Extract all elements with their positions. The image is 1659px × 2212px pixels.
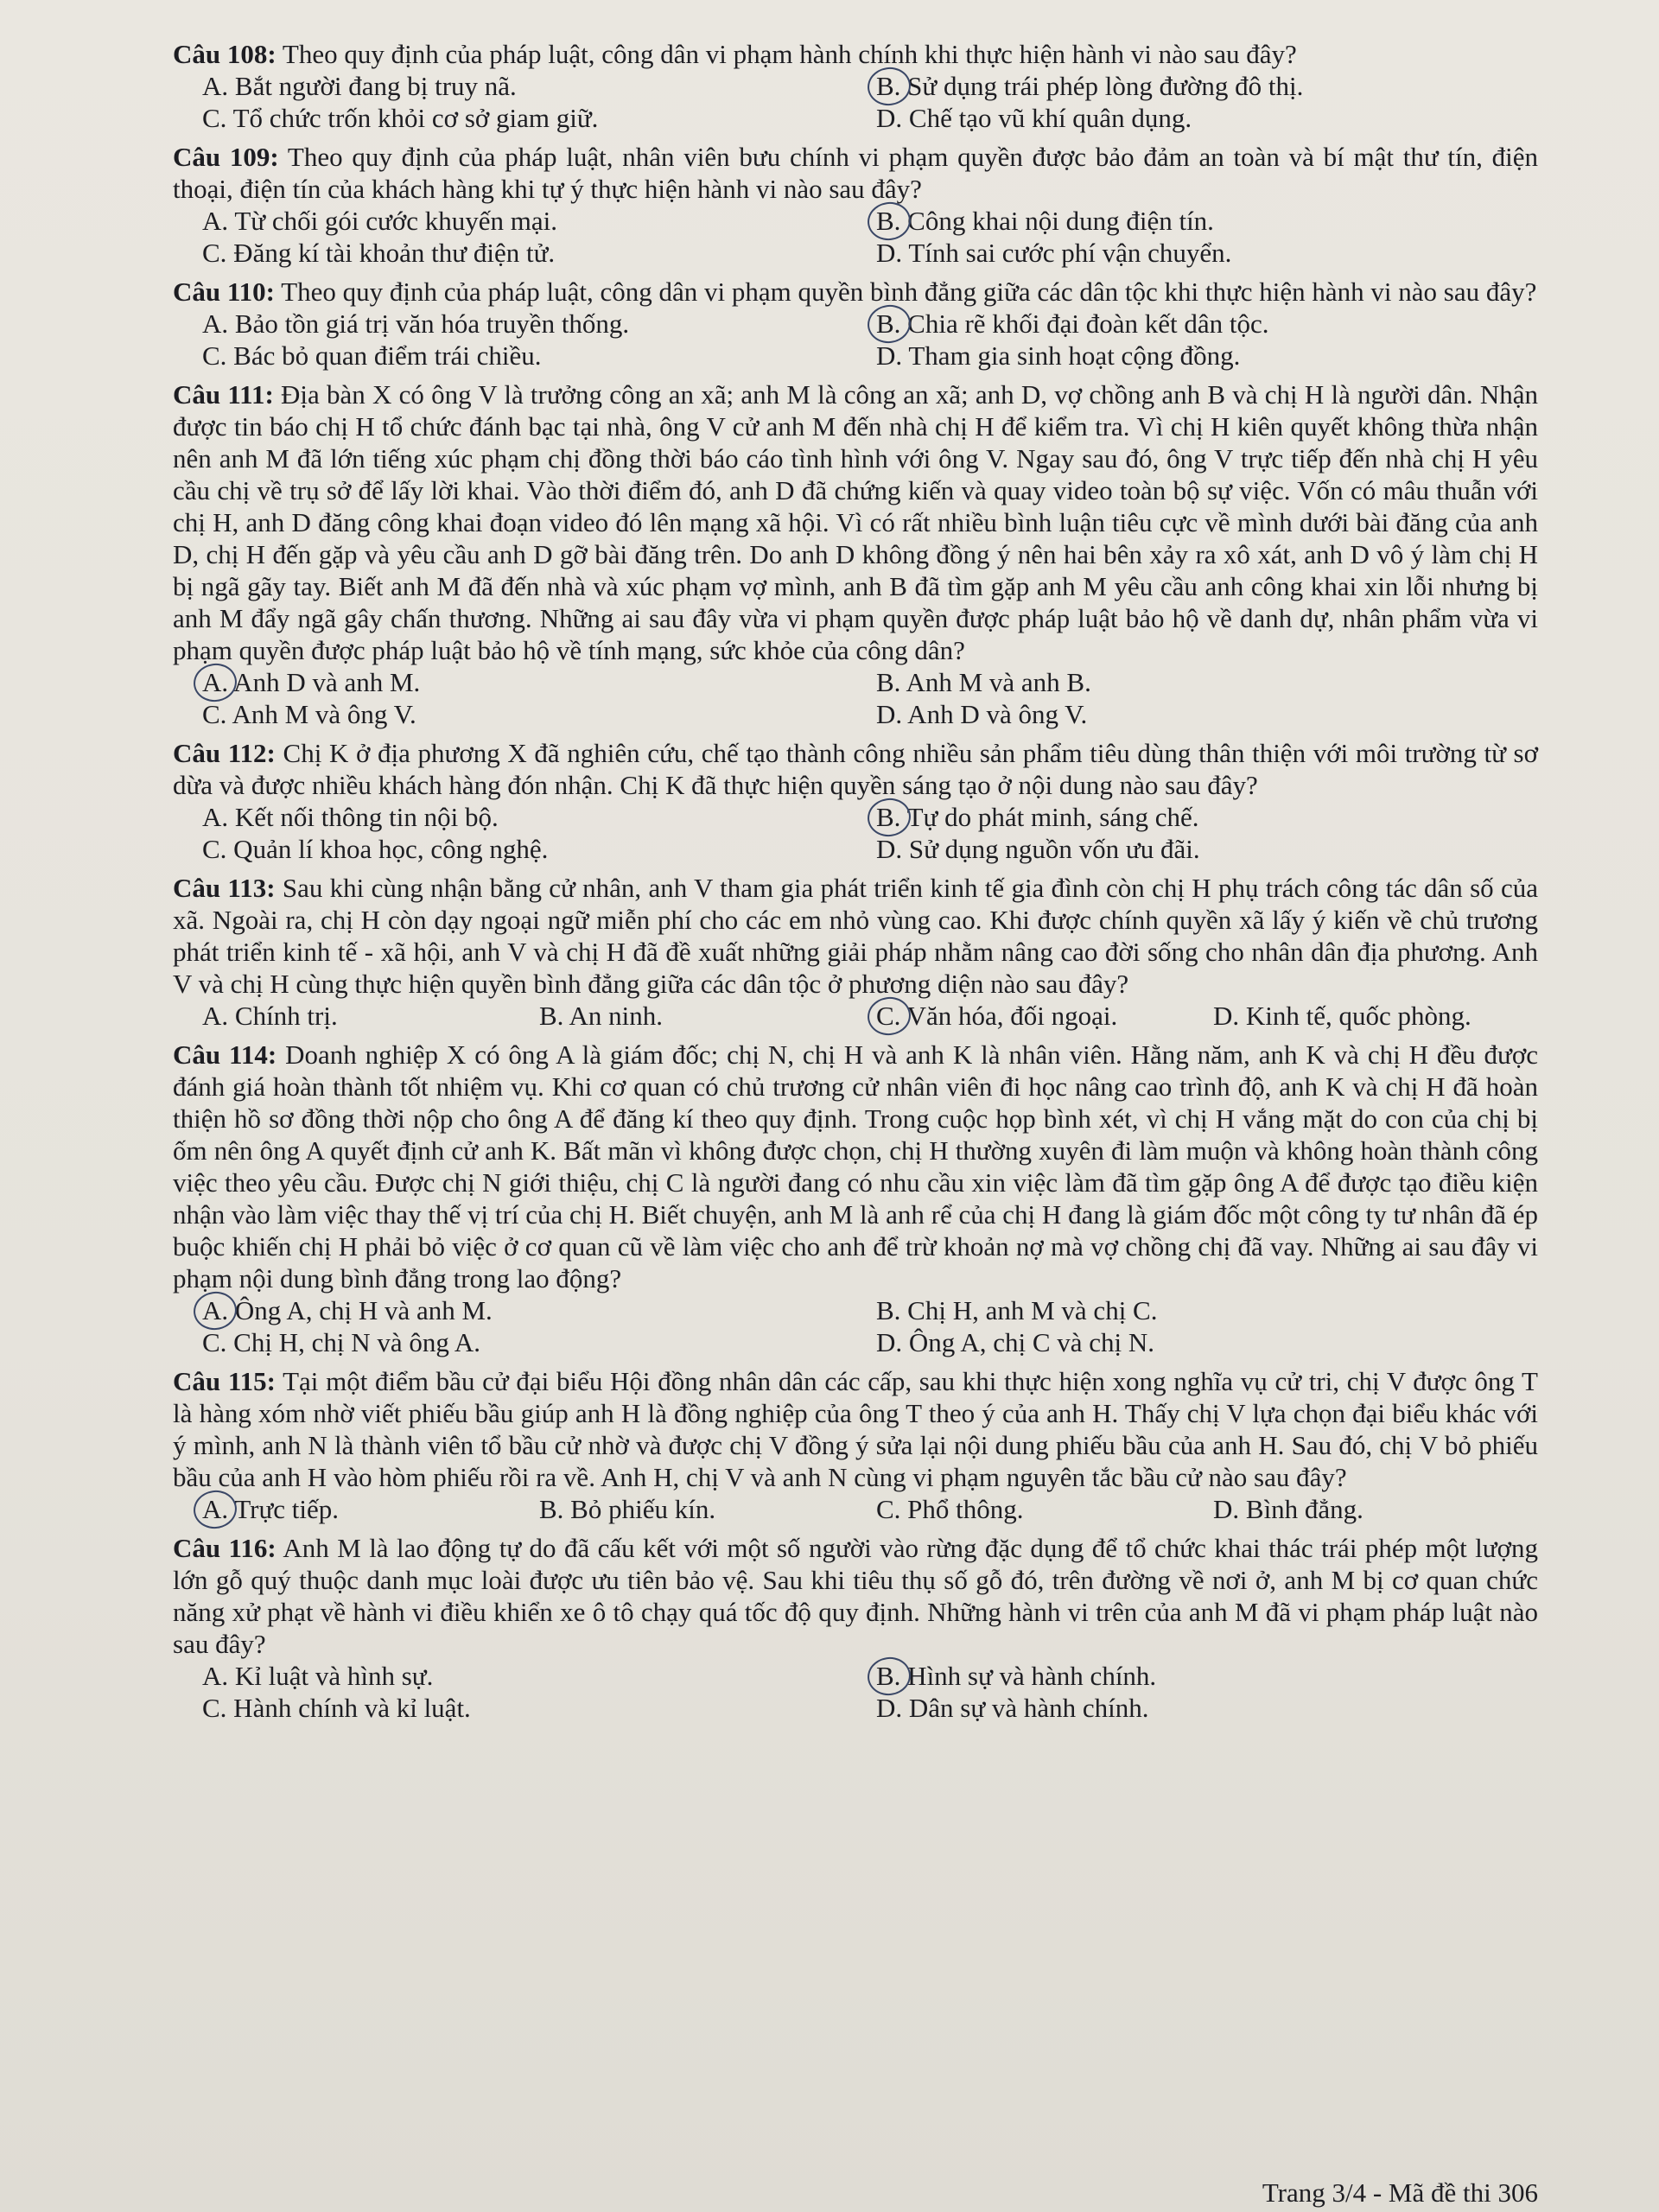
question-text: Anh M là lao động tự do đã cấu kết với một số người vào rừng đặc dụng để tổ chức khai thác trái phép một lượng lớn gỗ quý thuộc danh mục loài được ưu tiên bảo vệ. Sau khi tiêu thụ số gỗ đó, trên đường về nơi ở, anh M bị cơ quan chức năng xử phạt về hành vi điều khiển xe ô tô chạy quá tốc độ quy định. Những hành vi trên của anh M đã vi phạm pháp luật nào sau đây? <box>173 1533 1538 1659</box>
answer-option-c: C. Quản lí khoa học, công nghệ. <box>202 834 549 864</box>
question-block <box>173 1039 1538 1358</box>
question-number: Câu 112: <box>173 738 276 768</box>
answer-option-a: A. Kết nối thông tin nội bộ. <box>202 802 499 832</box>
answer-option-b: B. Bỏ phiếu kín. <box>539 1494 716 1524</box>
answer-option-c: C. Phổ thông. <box>876 1494 1024 1524</box>
question-block <box>173 378 1538 730</box>
question-stem <box>173 872 1538 1000</box>
question-stem <box>173 737 1538 801</box>
question-block <box>173 1532 1538 1724</box>
question-text: Sau khi cùng nhận bằng cử nhân, anh V tham gia phát triển kinh tế gia đình còn chị H phụ trách công tác dân số của xã. Ngoài ra, chị H còn dạy ngoại ngữ miễn phí cho các em nhỏ vùng cao. Khi được chính quyền xã lấy ý kiến về chủ trương phát triển kinh tế - xã hội, anh V và chị H đã đề xuất những giải pháp nhằm nâng cao đời sống cho nhân dân địa phương. Anh V và chị H cùng thực hiện quyền bình đẳng giữa các dân tộc ở phương diện nào sau đây? <box>173 873 1538 999</box>
question-number: Câu 113: <box>173 873 276 903</box>
answer-options <box>173 1493 1538 1525</box>
answer-option-d: D. Tính sai cước phí vận chuyển. <box>876 238 1232 268</box>
question-stem <box>173 276 1538 308</box>
question-number: Câu 110: <box>173 276 275 307</box>
answer-option-a: A. Từ chối gói cước khuyến mại. <box>202 206 558 236</box>
answer-option-c: C. Chị H, chị N và ông A. <box>202 1327 481 1357</box>
answer-option-c: C. Hành chính và kỉ luật. <box>202 1693 471 1723</box>
question-text: Theo quy định của pháp luật, công dân vi phạm hành chính khi thực hiện hành vi nào sau đây? <box>282 39 1297 69</box>
answer-options <box>173 1660 1538 1724</box>
answer-option-a: A. Chính trị. <box>202 1001 338 1031</box>
question-stem <box>173 1532 1538 1660</box>
answer-options <box>173 1294 1538 1358</box>
question-text: Địa bàn X có ông V là trưởng công an xã; anh M là công an xã; anh D, vợ chồng anh B và chị H là người dân. Nhận được tin báo chị H tổ chức đánh bạc tại nhà, ông V cử anh M đến nhà chị H để kiểm tra. Vì chị H kiên quyết không thừa nhận nên anh M đã lớn tiếng xúc phạm chị đồng thời báo cáo tình hình với ông V. Ngay sau đó, ông V trực tiếp đến nhà chị H yêu cầu chị về trụ sở để lấy lời khai. Vào thời điểm đó, anh D đã chứng kiến và quay video toàn bộ sự việc. Vốn có mâu thuẫn với chị H, anh D đăng công khai đoạn video đó lên mạng xã hội. Vì có rất nhiều bình luận tiêu cực về mình dưới bài đăng của anh D, chị H đến gặp và yêu cầu anh D gỡ bài đăng trên. Do anh D không đồng ý nên hai bên xảy ra xô xát, anh D vô ý làm chị H bị ngã gãy tay. Biết anh M đã đến nhà và xúc phạm vợ mình, anh B đã tìm gặp anh M yêu cầu anh công khai xin lỗi nhưng bị anh M đẩy ngã gây chấn thương. Những ai sau đây vừa vi phạm quyền được pháp luật bảo hộ về danh dự, nhân phẩm vừa vi phạm quyền được pháp luật bảo hộ về tính mạng, sức khỏe của công dân? <box>173 379 1538 665</box>
answer-option-a: A. Kỉ luật và hình sự. <box>202 1661 434 1691</box>
answer-option-b: B. Sử dụng trái phép lòng đường đô thị. <box>876 70 1550 102</box>
question-block <box>173 276 1538 372</box>
answer-option-c: C. Tổ chức trốn khỏi cơ sở giam giữ. <box>202 103 599 133</box>
question-number: Câu 115: <box>173 1366 276 1396</box>
question-stem <box>173 1039 1538 1294</box>
answer-option-c: C. Anh M và ông V. <box>202 699 416 729</box>
question-stem <box>173 1365 1538 1493</box>
answer-option-d: D. Kinh tế, quốc phòng. <box>1213 1001 1471 1031</box>
answer-option-b: B. Chia rẽ khối đại đoàn kết dân tộc. <box>876 308 1550 340</box>
question-block <box>173 872 1538 1032</box>
answer-option-b: B. Hình sự và hành chính. <box>876 1660 1550 1692</box>
answer-options <box>173 801 1538 865</box>
answer-option-a: A. Anh D và anh M. <box>202 666 876 698</box>
answer-option-a: A. Ông A, chị H và anh M. <box>202 1294 876 1326</box>
answer-option-b: B. Công khai nội dung điện tín. <box>876 205 1550 237</box>
answer-option-a: A. Bắt người đang bị truy nã. <box>202 71 517 101</box>
exam-page <box>173 38 1538 1731</box>
answer-option-a: A. Trực tiếp. <box>202 1493 539 1525</box>
answer-option-d: D. Ông A, chị C và chị N. <box>876 1327 1155 1357</box>
answer-option-d: D. Dân sự và hành chính. <box>876 1693 1149 1723</box>
answer-option-d: D. Sử dụng nguồn vốn ưu đãi. <box>876 834 1200 864</box>
question-number: Câu 108: <box>173 39 276 69</box>
question-text: Theo quy định của pháp luật, công dân vi phạm quyền bình đẳng giữa các dân tộc khi thực hiện hành vi nào sau đây? <box>281 276 1537 307</box>
question-number: Câu 116: <box>173 1533 276 1563</box>
question-text: Doanh nghiệp X có ông A là giám đốc; chị N, chị H và anh K là nhân viên. Hằng năm, anh K và chị H đều được đánh giá hoàn thành tốt nhiệm vụ. Khi cơ quan có chủ trương cử nhân viên đi học nâng cao trình độ, anh K và chị H đã hoàn thiện hồ sơ đồng thời nộp cho ông A để đăng kí theo quy định. Trong cuộc họp bình xét, vì chị H vắng mặt do con của chị bị ốm nên ông A quyết định cử anh K. Bất mãn vì không được chọn, chị H thường xuyên đi làm muộn và không hoàn thành công việc theo yêu cầu. Được chị N giới thiệu, chị C là người đang có nhu cầu xin việc làm đã tìm gặp ông A để được tạo điều kiện nhận vào làm việc thay thế vị trí của chị H. Biết chuyện, anh M là anh rể của chị H đang là giám đốc một công ty tư nhân đã ép buộc khiến chị H phải bỏ việc ở cơ quan cũ về làm việc cho anh để trừ khoản nợ mà vợ chồng chị đã vay. Những ai sau đây vi phạm nội dung bình đẳng trong lao động? <box>173 1039 1539 1294</box>
answer-option-b: B. Anh M và anh B. <box>876 667 1091 697</box>
answer-options <box>173 1000 1538 1032</box>
question-text: Tại một điểm bầu cử đại biểu Hội đồng nhân dân các cấp, sau khi thực hiện xong nghĩa vụ cử tri, chị V được ông T là hàng xóm nhờ viết phiếu bầu giúp anh H là đồng nghiệp của ông T theo ý của anh H. Thấy chị V lựa chọn đại biểu khác với ý mình, anh N là thành viên tổ bầu cử nhờ và được chị V đồng ý sửa lại nội dung phiếu bầu của anh H. Sau đó, chị V bỏ phiếu bầu của anh H vào hòm phiếu rồi ra về. Anh H, chị V và anh N cùng vi phạm nguyên tắc bầu cử nào sau đây? <box>173 1366 1538 1492</box>
answer-option-d: D. Chế tạo vũ khí quân dụng. <box>876 103 1192 133</box>
question-block <box>173 38 1538 134</box>
question-stem <box>173 141 1538 205</box>
answer-options <box>173 666 1538 730</box>
answer-option-c: C. Văn hóa, đối ngoại. <box>876 1000 1213 1032</box>
question-block <box>173 1365 1538 1525</box>
question-stem <box>173 378 1538 666</box>
answer-option-a: A. Bảo tồn giá trị văn hóa truyền thống. <box>202 308 630 339</box>
answer-option-c: C. Đăng kí tài khoản thư điện tử. <box>202 238 556 268</box>
question-stem <box>173 38 1538 70</box>
question-block <box>173 141 1538 269</box>
answer-option-d: D. Anh D và ông V. <box>876 699 1088 729</box>
answer-options <box>173 205 1538 269</box>
question-number: Câu 109: <box>173 142 279 172</box>
question-number: Câu 114: <box>173 1039 277 1070</box>
answer-option-d: D. Bình đẳng. <box>1213 1494 1363 1524</box>
question-block <box>173 737 1538 865</box>
answer-option-b: B. Tự do phát minh, sáng chế. <box>876 801 1550 833</box>
answer-options <box>173 70 1538 134</box>
answer-option-b: B. Chị H, anh M và chị C. <box>876 1295 1158 1325</box>
answer-option-b: B. An ninh. <box>539 1001 663 1031</box>
question-number: Câu 111: <box>173 379 274 410</box>
question-text: Theo quy định của pháp luật, nhân viên bưu chính vi phạm quyền được bảo đảm an toàn và bí mật thư tín, điện thoại, điện tín của khách hàng khi tự ý thực hiện hành vi nào sau đây? <box>173 142 1538 204</box>
answer-option-c: C. Bác bỏ quan điểm trái chiều. <box>202 340 542 371</box>
answer-option-d: D. Tham gia sinh hoạt cộng đồng. <box>876 340 1241 371</box>
page-footer: Trang 3/4 - Mã đề thi 306 <box>1262 2177 1538 2208</box>
answer-options <box>173 308 1538 372</box>
question-text: Chị K ở địa phương X đã nghiên cứu, chế tạo thành công nhiều sản phẩm tiêu dùng thân thiện với môi trường từ sơ dừa và được nhiều khách hàng đón nhận. Chị K đã thực hiện quyền sáng tạo ở nội dung nào sau đây? <box>173 738 1538 800</box>
